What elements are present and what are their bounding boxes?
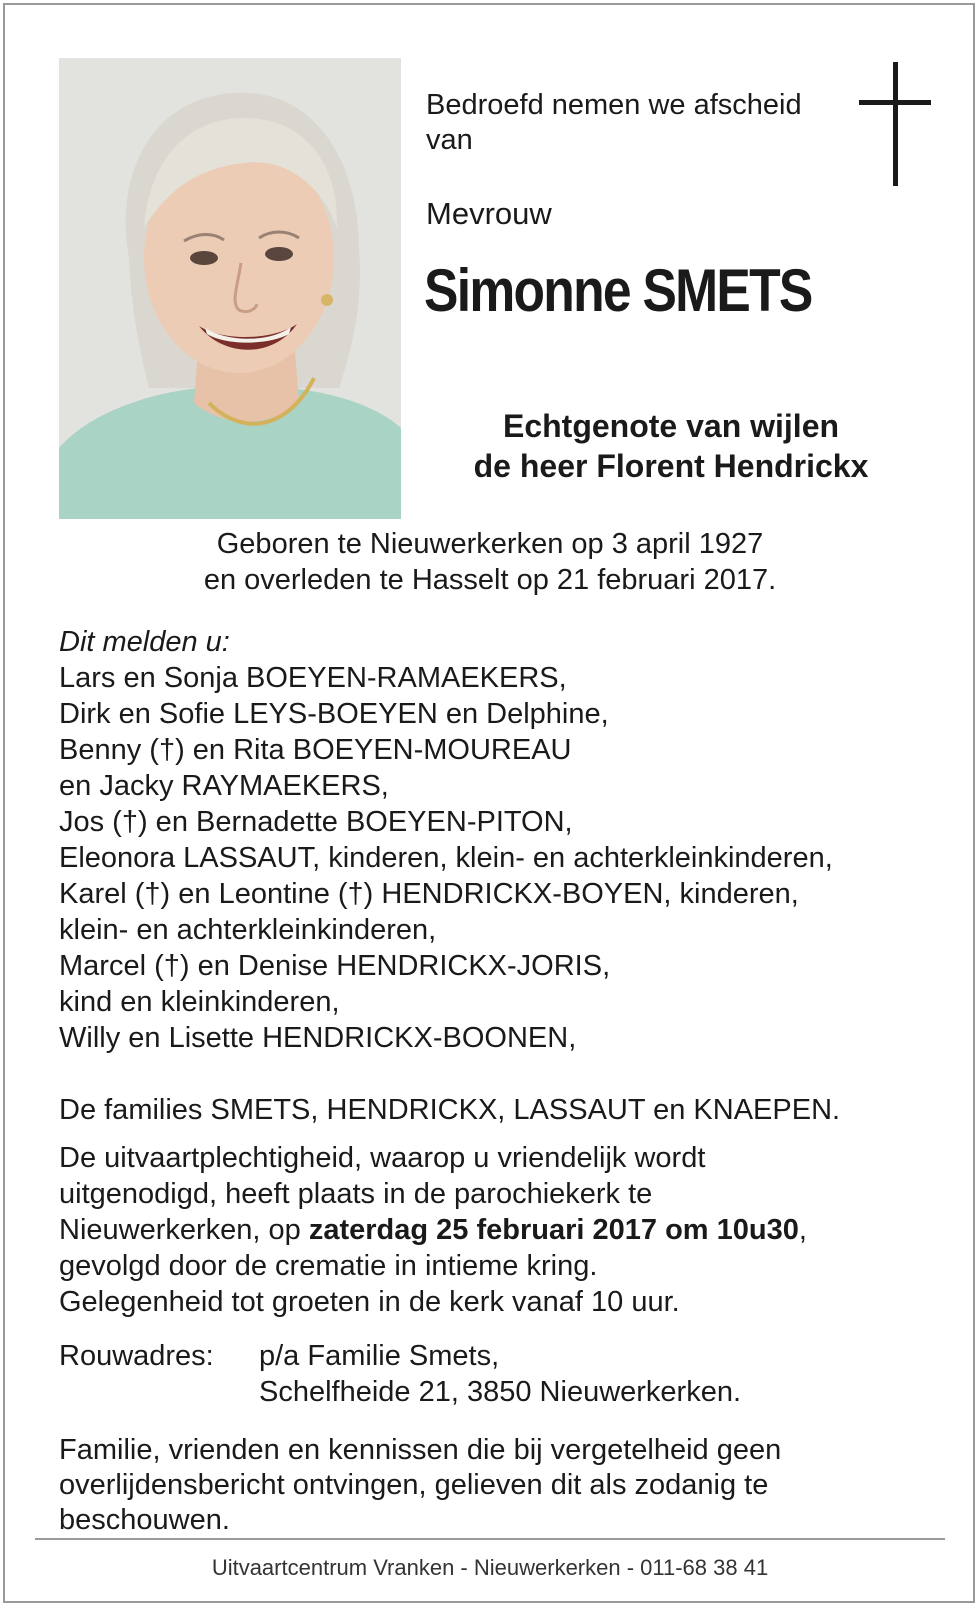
- address-line: p/a Familie Smets,: [259, 1340, 500, 1372]
- ceremony-line: Gelegenheid tot groeten in de kerk vanaf 10 uur.: [59, 1286, 680, 1318]
- ceremony-line: Nieuwerkerken, op zaterdag 25 februari 2017 om 10u30,: [59, 1214, 807, 1246]
- closing-notice: [59, 1433, 939, 1538]
- ceremony-line: De uitvaartplechtigheid, waarop u vriendelijk wordt: [59, 1142, 706, 1174]
- intro-line: van: [426, 124, 473, 156]
- honorific: Mevrouw: [426, 196, 552, 231]
- family-announcement: [59, 624, 959, 1128]
- family-line: en Jacky RAYMAEKERS,: [59, 770, 389, 802]
- family-line: Eleonora LASSAUT, kinderen, klein- en achterkleinkinderen,: [59, 842, 833, 874]
- notice-line: overlijdensbericht ontvingen, gelieven dit als zodanig te: [59, 1469, 769, 1501]
- family-line: klein- en achterkleinkinderen,: [59, 914, 437, 946]
- announcement-lead: Dit melden u:: [59, 626, 230, 658]
- spouse-text: [401, 406, 941, 486]
- families-line: De families SMETS, HENDRICKX, LASSAUT en KNAEPEN.: [59, 1094, 841, 1126]
- ceremony-line: gevolgd door de crematie in intieme kring.: [59, 1250, 598, 1282]
- family-line: Benny (†) en Rita BOEYEN-MOUREAU: [59, 734, 572, 766]
- spouse-line: Echtgenote van wijlen: [502, 408, 840, 444]
- address-line: Schelfheide 21, 3850 Nieuwerkerken.: [259, 1376, 742, 1408]
- address-label: Rouwadres:: [59, 1340, 214, 1372]
- family-line: Dirk en Sofie LEYS-BOEYEN en Delphine,: [59, 698, 609, 730]
- portrait-photo: [59, 58, 401, 519]
- ceremony-line: uitgenodigd, heeft plaats in de parochiekerk te: [59, 1178, 653, 1210]
- footer-divider: [35, 1538, 945, 1540]
- family-line: Jos (†) en Bernadette BOEYEN-PITON,: [59, 806, 573, 838]
- notice-line: Familie, vrienden en kennissen die bij vergetelheid geen: [59, 1434, 782, 1466]
- spouse-line: de heer Florent Hendrickx: [473, 448, 869, 484]
- birth-line: Geboren te Nieuwerkerken op 3 april 1927: [216, 528, 764, 560]
- family-line: Lars en Sonja BOEYEN-RAMAEKERS,: [59, 662, 567, 694]
- notice-line: beschouwen.: [59, 1504, 230, 1536]
- family-line: Karel (†) en Leontine (†) HENDRICKX-BOYEN, kinderen,: [59, 878, 799, 910]
- deceased-name: Simonne SMETS: [424, 257, 812, 324]
- intro-text: [426, 88, 846, 158]
- death-line: en overleden te Hasselt op 21 februari 2017.: [203, 564, 777, 596]
- ceremony-details: [59, 1140, 959, 1320]
- family-line: kind en kleinkinderen,: [59, 986, 340, 1018]
- family-line: Willy en Lisette HENDRICKX-BOONEN,: [59, 1022, 577, 1054]
- intro-line: Bedroefd nemen we afscheid: [426, 89, 802, 121]
- cross-icon: [859, 62, 931, 186]
- family-line: Marcel (†) en Denise HENDRICKX-JORIS,: [59, 950, 611, 982]
- funeral-home-footer: Uitvaartcentrum Vranken - Nieuwerkerken - 011-68 38 41: [211, 1555, 769, 1580]
- birth-death-dates: [40, 526, 940, 598]
- ceremony-date: zaterdag 25 februari 2017 om 10u30: [308, 1214, 799, 1246]
